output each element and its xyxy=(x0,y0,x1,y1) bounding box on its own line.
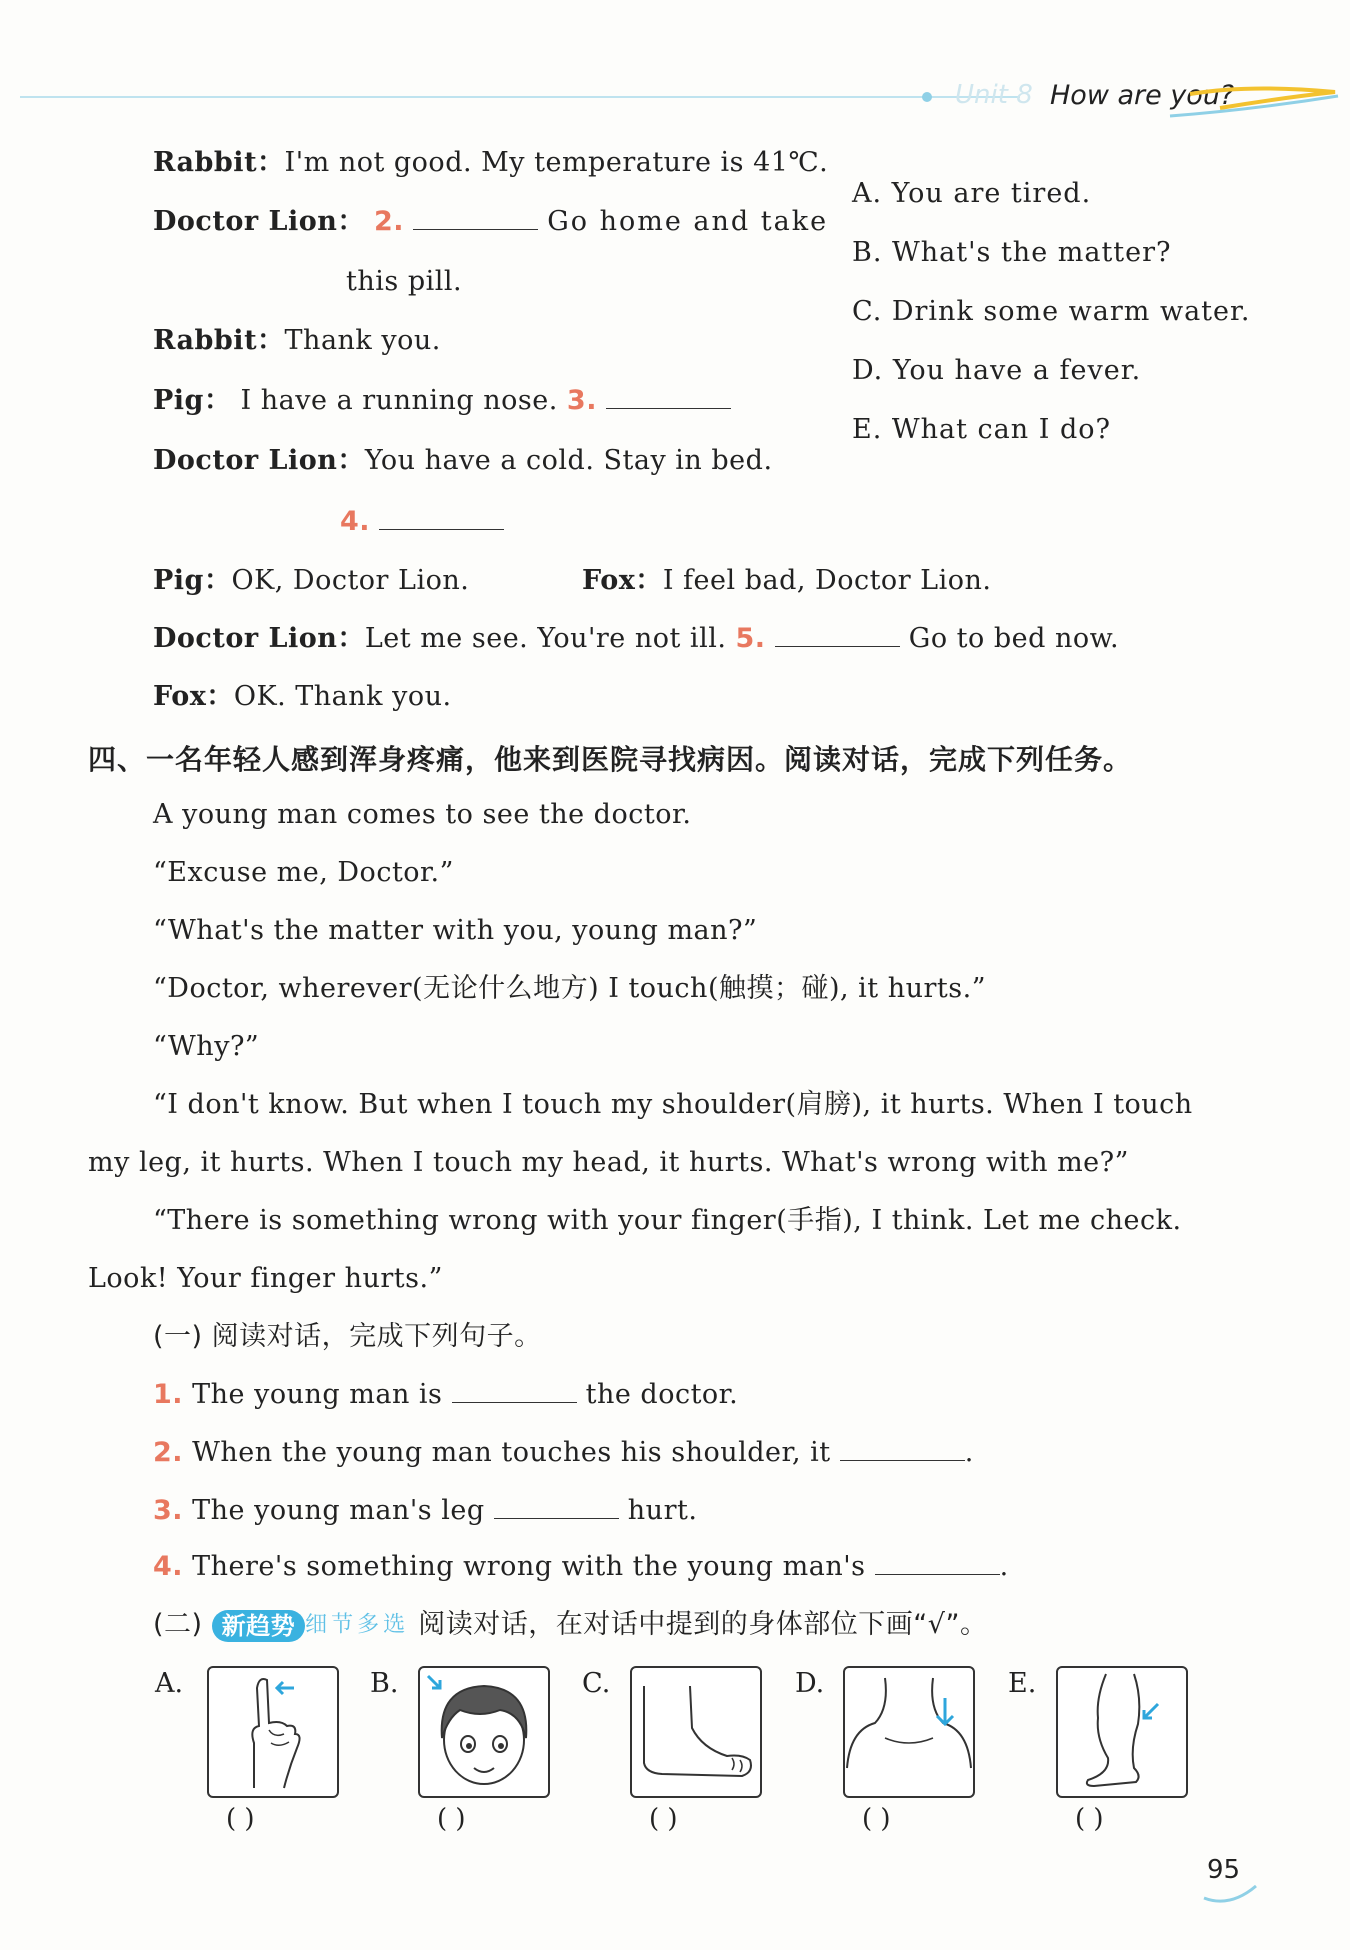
dialogue-line: Rabbit：Thank you. xyxy=(153,325,441,356)
question-3: 3. The young man's leg hurt. xyxy=(153,1495,698,1526)
dialogue-line: Doctor Lion：Let me see. You're not ill. 5. Go to bed now. xyxy=(153,623,1120,654)
dialogue-line: Rabbit：I'm not good. My temperature is 41℃. xyxy=(153,147,829,178)
picture-label-a: A. xyxy=(155,1668,184,1699)
passage-line: “What's the matter with you, young man?” xyxy=(153,915,758,946)
header-rule xyxy=(20,96,1020,98)
passage-line: A young man comes to see the doctor. xyxy=(153,799,692,830)
option-d: D. You have a fever. xyxy=(852,355,1142,386)
badge-subtitle: 细节多选 xyxy=(305,1612,410,1638)
answer-parentheses[interactable]: ( ) xyxy=(1075,1804,1104,1834)
answer-blank[interactable] xyxy=(606,386,731,409)
picture-label-d: D. xyxy=(795,1668,825,1699)
new-trend-badge: 新趋势 xyxy=(212,1610,306,1642)
part-two-title: (二) 新趋势 细节多选 阅读对话，在对话中提到的身体部位下画“√”。 xyxy=(153,1609,988,1640)
picture-label-b: B. xyxy=(370,1668,399,1699)
finger-icon xyxy=(207,1666,339,1798)
answer-parentheses[interactable]: ( ) xyxy=(226,1804,255,1834)
page-swoosh-icon xyxy=(1200,1878,1260,1908)
dialogue-line: Doctor Lion：You have a cold. Stay in bed. xyxy=(153,445,773,476)
dialogue-line: Fox：I feel bad, Doctor Lion. xyxy=(582,565,992,596)
dialogue-line: this pill. xyxy=(346,266,463,297)
answer-blank[interactable] xyxy=(775,624,900,647)
answer-parentheses[interactable]: ( ) xyxy=(437,1804,466,1834)
option-a: A. You are tired. xyxy=(852,178,1092,209)
unit-label: Unit 8 xyxy=(955,80,1033,110)
dialogue-line: Pig： I have a running nose. 3. xyxy=(153,384,731,418)
dialogue-line: Fox：OK. Thank you. xyxy=(153,681,452,712)
answer-blank[interactable] xyxy=(379,507,504,530)
foot-icon xyxy=(630,1666,762,1798)
leg-icon xyxy=(1056,1666,1188,1798)
unit-title: How are you? xyxy=(1050,80,1235,111)
answer-blank[interactable] xyxy=(494,1496,619,1519)
passage-line: Look! Your finger hurts.” xyxy=(88,1263,443,1294)
answer-blank[interactable] xyxy=(452,1380,577,1403)
question-1: 1. The young man is the doctor. xyxy=(153,1379,739,1410)
section-title: 四、一名年轻人感到浑身疼痛，他来到医院寻找病因。阅读对话，完成下列任务。 xyxy=(88,743,1133,776)
option-e: E. What can I do? xyxy=(852,414,1111,445)
answer-blank[interactable] xyxy=(875,1552,1000,1575)
dialogue-line: 4. xyxy=(340,505,504,539)
picture-label-e: E. xyxy=(1008,1668,1037,1699)
answer-blank[interactable] xyxy=(413,207,538,230)
shoulder-icon xyxy=(843,1666,975,1798)
dialogue-line: Pig：OK, Doctor Lion. xyxy=(153,565,470,596)
passage-line: “I don't know. But when I touch my shoulder(肩膀), it hurts. When I touch xyxy=(153,1089,1193,1120)
head-icon xyxy=(418,1666,550,1798)
page-number: 95 xyxy=(1207,1855,1241,1885)
option-c: C. Drink some warm water. xyxy=(852,296,1251,327)
answer-blank[interactable] xyxy=(840,1438,965,1461)
answer-parentheses[interactable]: ( ) xyxy=(649,1804,678,1834)
option-b: B. What's the matter? xyxy=(852,237,1172,268)
passage-line: “There is something wrong with your finger(手指), I think. Let me check. xyxy=(153,1205,1182,1236)
question-4: 4. There's something wrong with the young man's . xyxy=(153,1551,1009,1582)
swoosh-decoration-icon xyxy=(1160,86,1340,126)
header-dot xyxy=(922,92,932,102)
part-one-title: (一) 阅读对话，完成下列句子。 xyxy=(153,1321,542,1352)
dialogue-line: Doctor Lion： 2. Go home and take xyxy=(153,206,829,237)
passage-line: “Excuse me, Doctor.” xyxy=(153,857,454,888)
question-2: 2. When the young man touches his shoulder, it . xyxy=(153,1437,974,1468)
answer-parentheses[interactable]: ( ) xyxy=(862,1804,891,1834)
picture-label-c: C. xyxy=(582,1668,611,1699)
passage-line: my leg, it hurts. When I touch my head, it hurts. What's wrong with me?” xyxy=(88,1147,1129,1178)
passage-line: “Why?” xyxy=(153,1031,260,1062)
passage-line: “Doctor, wherever(无论什么地方) I touch(触摸；碰), it hurts.” xyxy=(153,973,987,1004)
